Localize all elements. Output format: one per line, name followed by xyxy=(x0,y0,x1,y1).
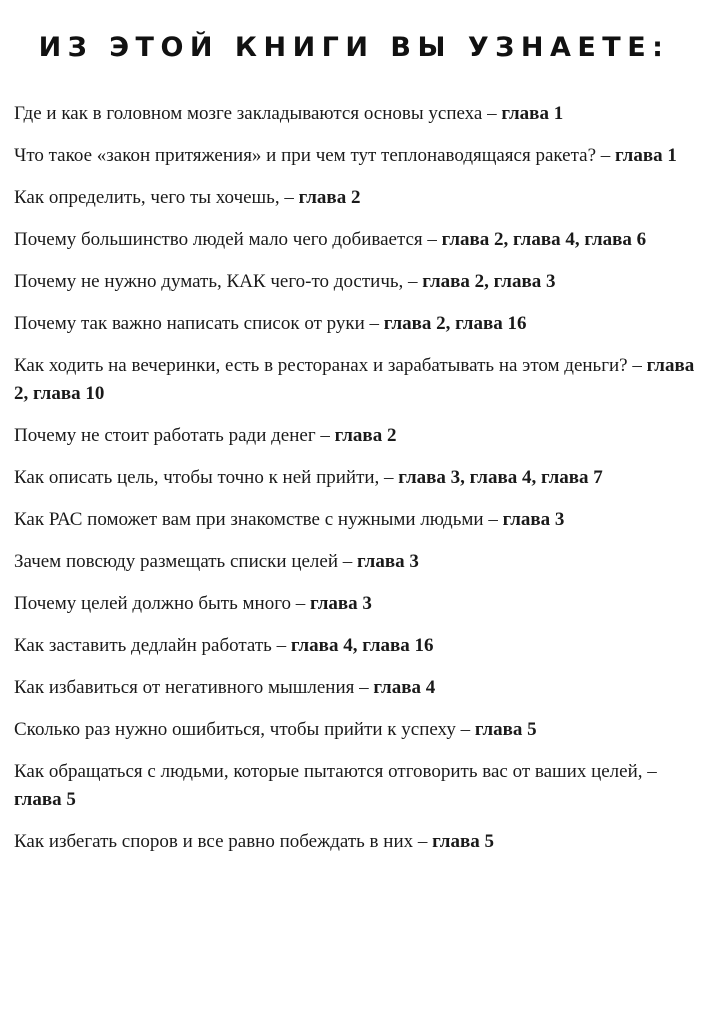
list-item xyxy=(14,632,700,660)
chapter-reference: глава 2 xyxy=(334,425,397,446)
dash-separator: – xyxy=(413,831,433,852)
chapter-reference: глава 1 xyxy=(501,103,564,124)
dash-separator: – xyxy=(279,187,299,208)
topic-list xyxy=(14,100,700,870)
dash-separator: – xyxy=(596,145,615,166)
topic-text: Как избегать споров и все равно побеждать в них xyxy=(14,831,414,852)
chapter-reference: глава 5 xyxy=(14,789,76,810)
topic-text: Как обращаться с людьми, которые пытаются отговорить вас от ваших целей, xyxy=(14,761,643,782)
chapter-reference: глава 3 xyxy=(502,509,565,530)
topic-text: Как избавиться от негативного мышления xyxy=(14,677,355,698)
list-item xyxy=(14,226,700,254)
topic-text: Почему так важно написать список от руки xyxy=(14,313,365,334)
topic-text: Как определить, чего ты хочешь, xyxy=(14,187,280,208)
dash-separator: – xyxy=(422,229,442,250)
list-item xyxy=(14,268,700,296)
topic-text: Где и как в головном мозге закладываются основы успеха xyxy=(14,103,483,124)
section-heading: ИЗ ЭТОЙ КНИГИ ВЫ УЗНАЕТЕ: xyxy=(38,32,670,64)
chapter-reference: глава 2, глава 4, глава 6 xyxy=(441,229,647,250)
dash-separator: – xyxy=(455,719,475,740)
dash-separator: – xyxy=(627,355,647,376)
list-item xyxy=(14,464,700,492)
dash-separator: – xyxy=(315,425,335,446)
list-item xyxy=(14,828,700,856)
chapter-reference: глава 4 xyxy=(373,677,436,698)
dash-separator: – xyxy=(271,635,291,656)
list-item xyxy=(14,422,700,450)
dash-separator: – xyxy=(338,551,358,572)
list-item xyxy=(14,142,700,170)
topic-text: Почему целей должно быть много xyxy=(14,593,292,614)
dash-separator: – xyxy=(483,509,503,530)
dash-separator: – xyxy=(403,271,423,292)
topic-text: Почему не нужно думать, КАК чего-то достичь, xyxy=(14,271,404,292)
chapter-reference: глава 5 xyxy=(432,831,494,852)
list-item xyxy=(14,758,700,814)
chapter-reference: глава 1 xyxy=(615,145,677,166)
chapter-reference: глава 3 xyxy=(357,551,419,572)
topic-text: Как описать цель, чтобы точно к ней прийти, xyxy=(14,467,380,488)
chapter-reference: глава 2, глава 16 xyxy=(383,313,527,334)
dash-separator: – xyxy=(642,761,657,782)
dash-separator: – xyxy=(379,467,399,488)
topic-text: Сколько раз нужно ошибиться, чтобы прийти к успеху xyxy=(14,719,456,740)
topic-text: Как ходить на вечеринки, есть в ресторанах и зарабатывать на этом деньги? xyxy=(14,355,628,376)
chapter-reference: глава 2, глава 3 xyxy=(422,271,556,292)
topic-text: Как РАС поможет вам при знакомстве с нужными людьми xyxy=(14,509,484,530)
list-item xyxy=(14,548,700,576)
topic-text: Почему не стоит работать ради денег xyxy=(14,425,316,446)
dash-separator: – xyxy=(482,103,502,124)
list-item xyxy=(14,590,700,618)
chapter-reference: глава 5 xyxy=(474,719,537,740)
chapter-reference: глава 2, глава 10 xyxy=(14,355,695,404)
chapter-reference: глава 2 xyxy=(298,187,361,208)
list-item xyxy=(14,184,700,212)
chapter-reference: глава 3, глава 4, глава 7 xyxy=(398,467,603,488)
list-item xyxy=(14,506,700,534)
list-item xyxy=(14,100,700,128)
topic-text: Почему большинство людей мало чего добивается xyxy=(14,229,423,250)
list-item xyxy=(14,674,700,702)
dash-separator: – xyxy=(354,677,374,698)
dash-separator: – xyxy=(291,593,311,614)
list-item xyxy=(14,716,700,744)
chapter-reference: глава 3 xyxy=(310,593,372,614)
dash-separator: – xyxy=(364,313,384,334)
topic-text: Зачем повсюду размещать списки целей xyxy=(14,551,339,572)
topic-text: Как заставить дедлайн работать xyxy=(14,635,272,656)
topic-text: Что такое «закон притяжения» и при чем тут теплонаводящаяся ракета? xyxy=(14,145,596,166)
chapter-reference: глава 4, глава 16 xyxy=(290,635,434,656)
list-item xyxy=(14,352,700,408)
list-item xyxy=(14,310,700,338)
